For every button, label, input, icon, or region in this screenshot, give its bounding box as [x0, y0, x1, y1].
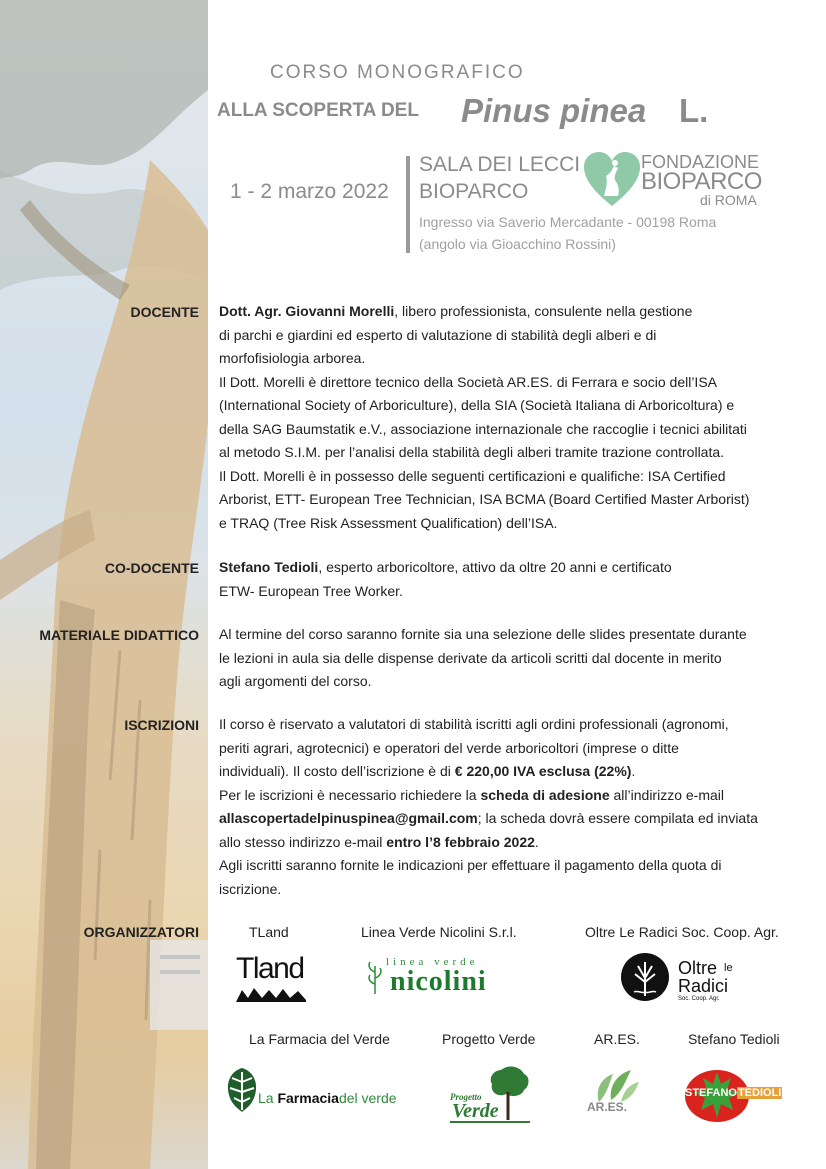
codocente-name: Stefano Tedioli: [219, 559, 319, 575]
stefano-tedioli-logo: STEFANOTEDIOLI: [683, 1066, 789, 1124]
label-docente: DOCENTE: [130, 304, 199, 320]
farmacia-leaf-icon: [222, 1066, 262, 1112]
course-subtitle: CORSO MONOGRAFICO: [270, 62, 525, 83]
course-title-prefix: ALLA SCOPERTA DEL: [217, 100, 419, 121]
nicolini-logo: linea verde nicolini: [364, 956, 514, 996]
venue-place: BIOPARCO: [419, 180, 529, 203]
bioparco-heart-icon: [582, 150, 642, 210]
docente-text: Dott. Agr. Giovanni Morelli, libero professionista, consulente nella gestione di parchi e giardini ed esperto di valutazione di stabilità degli alberi e di morfofisiologia arborea. Il Dott. Morelli è direttore tecnico della Società AR.ES. di Ferrara e socio dell’ISA (International Society of Arboriculture), della SIA (Società Italiana di Arboricoltura) e della SAG Baumstatik e.V., associazione internazionale che raccoglie i tecnici abilitati al metodo S.I.M. per l’analisi della stabilità degli alberi tramite trazione controllata. Il Dott. Morelli è in possesso delle seguenti certificazioni e qualifiche: ISA Certified Arborist, ETT- European Tree Technician, ISA BCMA (Board Certified Master Arborist) e TRAQ (Tree Risk Assessment Qualification) dell’ISA.: [219, 303, 750, 531]
label-materiale: MATERIALE DIDATTICO: [39, 627, 199, 643]
oltre-le-radici-logo: Oltre le Radici Soc. Coop. Agr.: [620, 952, 750, 1004]
label-codocente: CO-DOCENTE: [104, 560, 199, 576]
farmacia-del-verde-logo: La Farmaciadel verde: [222, 1066, 412, 1114]
foundation-logo-line1: FONDAZIONE: [641, 152, 760, 172]
ares-leaves-icon: [591, 1066, 641, 1104]
pine-tree-photo: [0, 0, 208, 1169]
foundation-logo-line3: di ROMA: [700, 192, 757, 208]
tree-circle-icon: [620, 952, 670, 1002]
tland-mountains-icon: [236, 986, 306, 1002]
photo-overlay: [0, 0, 208, 1169]
org-name-tedioli: Stefano Tedioli: [688, 1031, 780, 1047]
event-date: 1 - 2 marzo 2022: [230, 180, 389, 203]
course-title-species: Pinus pinea: [461, 92, 647, 129]
ares-logo: AR.ES.: [585, 1066, 645, 1116]
venue-name: SALA DEI LECCI: [419, 153, 581, 176]
materiale-text: Al termine del corso saranno fornite sia una selezione delle slides presentate durante le lezioni in aula sia delle dispense derivate da articoli scritti dal docente in merito agli argomenti del corso.: [219, 626, 747, 689]
course-title-suffix: L.: [679, 92, 709, 129]
org-name-progetto-verde: Progetto Verde: [442, 1031, 536, 1047]
docente-name: Dott. Agr. Giovanni Morelli: [219, 303, 395, 319]
venue-address-note: (angolo via Gioacchino Rossini): [419, 236, 616, 252]
label-iscrizioni: ISCRIZIONI: [124, 717, 199, 733]
venue-address: Ingresso via Saverio Mercadante - 00198 Roma: [419, 214, 717, 230]
foundation-logo-line2: BIOPARCO: [641, 168, 762, 195]
email-address[interactable]: allascopertadelpinuspinea@gmail.com: [219, 810, 478, 826]
label-organizzatori: ORGANIZZATORI: [83, 924, 199, 940]
org-name-farmacia: La Farmacia del Verde: [249, 1031, 390, 1047]
iscrizioni-text: Il corso è riservato a valutatori di stabilità iscritti agli ordini professionali (agronomi, periti agrari, agrotecnici) e operatori del verde arboricoltori (imprese o ditte individuali). Il costo dell’iscrizione è di € 220,00 IVA esclusa (22%). Per le iscrizioni è necessario richiedere la scheda di adesione all’indirizzo e-mail allascopertadelpinuspinea@gmail.com; la scheda dovrà essere compilata ed inviata allo stesso indirizzo e-mail entro l’8 febbraio 2022. Agli iscritti saranno fornite le indicazioni per effettuare il pagamento della quota di iscrizione.: [219, 716, 758, 897]
form-name: scheda di adesione: [480, 786, 610, 803]
leaf-icon: [366, 960, 384, 994]
org-name-nicolini: Linea Verde Nicolini S.r.l.: [361, 924, 517, 940]
price: € 220,00 IVA esclusa (22%): [454, 763, 632, 779]
progetto-verde-logo: Progetto Verde: [446, 1062, 532, 1124]
deadline: entro l’8 febbraio 2022: [386, 833, 535, 850]
org-name-oltre-le-radici: Oltre Le Radici Soc. Coop. Agr.: [585, 924, 779, 940]
codocente-text: Stefano Tedioli, esperto arboricoltore, attivo da oltre 20 anni e certificato ETW- European Tree Worker.: [219, 559, 672, 599]
org-name-ares: AR.ES.: [594, 1031, 640, 1047]
tland-logo: Tland: [236, 954, 308, 1002]
divider: [406, 156, 410, 253]
org-name-tland: TLand: [249, 924, 289, 940]
